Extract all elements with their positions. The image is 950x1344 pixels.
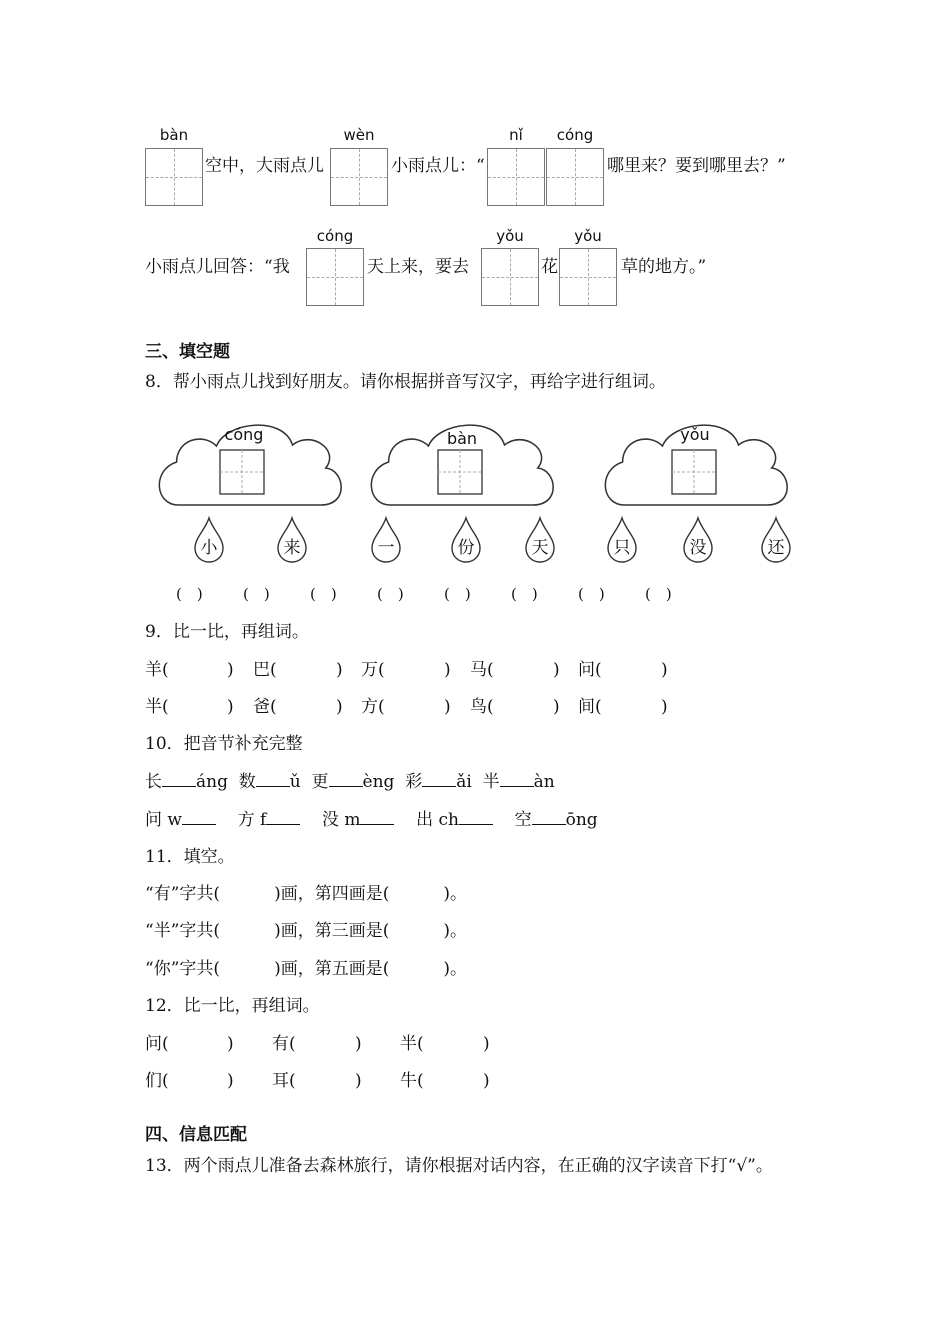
answer-slot-3[interactable]: ( ) bbox=[310, 585, 337, 603]
q12-r1-c1: 问( bbox=[145, 1034, 169, 1054]
line1-text-1: 空中，大雨点儿 bbox=[205, 156, 324, 176]
q10-blank[interactable] bbox=[532, 810, 566, 825]
q10-char: 空 bbox=[514, 810, 532, 830]
tian-grid-cong-2[interactable] bbox=[306, 248, 364, 306]
q10-blank[interactable] bbox=[182, 810, 216, 825]
q9-close: ) bbox=[553, 697, 560, 717]
q12-close: ) bbox=[483, 1034, 490, 1054]
cloud-pinyin-cong: cóng bbox=[224, 425, 264, 444]
cloud-pinyin-you: yǒu bbox=[680, 425, 710, 444]
q12-r2-c1: 们( bbox=[145, 1071, 169, 1091]
line2-text-2: 天上来，要去 bbox=[367, 257, 469, 277]
q10-char: 问 w bbox=[145, 810, 182, 830]
q9-r2-c4: 鸟( bbox=[470, 697, 494, 717]
q13-prompt: 13．两个雨点儿准备去森林旅行，请你根据对话内容，在正确的汉字读音下打“√”。 bbox=[145, 1156, 773, 1176]
q9-close: ) bbox=[227, 697, 234, 717]
q10-blank[interactable] bbox=[459, 810, 493, 825]
pinyin-you-1: yǒu bbox=[496, 227, 524, 245]
line2-text-1: 小雨点儿回答：“我 bbox=[145, 257, 290, 277]
q10-final: àn bbox=[533, 772, 555, 792]
q10-r1 bbox=[145, 770, 555, 794]
cloud-pinyin-ban: bàn bbox=[446, 429, 478, 448]
drop-char-6: 只 bbox=[613, 538, 631, 558]
q10-final: èng bbox=[362, 772, 395, 792]
answer-slot-7[interactable]: ( ) bbox=[578, 585, 605, 603]
pinyin-you-2: yǒu bbox=[574, 227, 602, 245]
q9-r1-c4: 马( bbox=[470, 660, 494, 680]
drop-char-4: 份 bbox=[457, 538, 475, 558]
answer-slot-5[interactable]: ( ) bbox=[444, 585, 471, 603]
q10-char: 半 bbox=[482, 772, 500, 792]
q10-final: ǔ bbox=[289, 772, 301, 792]
q9-r1-c2: 巴( bbox=[253, 660, 277, 680]
drop-char-5: 天 bbox=[531, 538, 549, 558]
q12-r1-c3: 半( bbox=[400, 1034, 424, 1054]
pinyin-wen: wèn bbox=[343, 126, 375, 144]
pinyin-cong: cóng bbox=[556, 126, 594, 144]
q10-blank[interactable] bbox=[256, 772, 290, 787]
answer-slot-6[interactable]: ( ) bbox=[511, 585, 538, 603]
q9-close: ) bbox=[227, 660, 234, 680]
q12-r2-c3: 牛( bbox=[400, 1071, 424, 1091]
q12-close: ) bbox=[355, 1071, 362, 1091]
line1-text-2: 小雨点儿：“ bbox=[391, 156, 485, 176]
q10-char: 没 m bbox=[321, 810, 361, 830]
q10-char: 数 bbox=[238, 772, 256, 792]
q10-final: áng bbox=[196, 772, 228, 792]
q10-prompt: 10．把音节补充完整 bbox=[145, 734, 303, 754]
q10-blank[interactable] bbox=[162, 772, 196, 787]
q11-row-3: “你”字共( )画，第五画是( )。 bbox=[145, 959, 468, 979]
q9-r1-c3: 万( bbox=[361, 660, 385, 680]
q10-blank[interactable] bbox=[500, 772, 534, 787]
tian-grid-ni[interactable] bbox=[487, 148, 545, 206]
section4-title: 四、信息匹配 bbox=[145, 1125, 247, 1145]
q10-final: ǎi bbox=[456, 772, 472, 792]
q9-close: ) bbox=[336, 697, 343, 717]
tian-grid-ban[interactable] bbox=[145, 148, 203, 206]
q10-blank[interactable] bbox=[329, 772, 363, 787]
q9-r1-c5: 问( bbox=[578, 660, 602, 680]
answer-slot-8[interactable]: ( ) bbox=[645, 585, 672, 603]
q9-close: ) bbox=[444, 660, 451, 680]
line1-text-3: 哪里来？要到哪里去？” bbox=[607, 156, 786, 176]
q10-char: 更 bbox=[311, 772, 329, 792]
tian-grid-you-1[interactable] bbox=[481, 248, 539, 306]
q10-char: 长 bbox=[145, 772, 162, 792]
q9-close: ) bbox=[336, 660, 343, 680]
pinyin-ni: nǐ bbox=[509, 126, 523, 144]
q12-close: ) bbox=[355, 1034, 362, 1054]
q9-r2-c1: 半( bbox=[145, 697, 169, 717]
q9-r2-c3: 方( bbox=[361, 697, 385, 717]
q10-char: 出 ch bbox=[416, 810, 459, 830]
q10-blank[interactable] bbox=[422, 772, 456, 787]
q10-final: ōng bbox=[565, 810, 598, 830]
drop-char-2: 来 bbox=[283, 538, 301, 558]
q12-prompt: 12．比一比，再组词。 bbox=[145, 996, 320, 1016]
q10-blank[interactable] bbox=[266, 810, 300, 825]
answer-slot-1[interactable]: ( ) bbox=[176, 585, 203, 603]
drop-char-3: 一 bbox=[377, 538, 395, 558]
line2-text-3: 花 bbox=[541, 257, 558, 277]
q12-close: ) bbox=[227, 1071, 234, 1091]
q12-r1-c2: 有( bbox=[272, 1034, 296, 1054]
q12-close: ) bbox=[227, 1034, 234, 1054]
tian-grid-you-2[interactable] bbox=[559, 248, 617, 306]
q12-close: ) bbox=[483, 1071, 490, 1091]
q10-char: 方 f bbox=[237, 810, 267, 830]
answer-slot-4[interactable]: ( ) bbox=[377, 585, 404, 603]
tian-grid-cong[interactable] bbox=[546, 148, 604, 206]
q9-r2-c2: 爸( bbox=[253, 697, 277, 717]
q9-close: ) bbox=[661, 660, 668, 680]
q10-blank[interactable] bbox=[360, 810, 394, 825]
drop-char-1: 小 bbox=[200, 538, 218, 558]
q11-row-2: “半”字共( )画，第三画是( )。 bbox=[145, 921, 468, 941]
q12-r2-c2: 耳( bbox=[272, 1071, 296, 1091]
q8-prompt: 8．帮小雨点儿找到好朋友。请你根据拼音写汉字，再给字进行组词。 bbox=[145, 372, 666, 392]
line2-text-4: 草的地方。” bbox=[621, 257, 707, 277]
q9-r1-c1: 羊( bbox=[145, 660, 169, 680]
pinyin-ban: bàn bbox=[159, 126, 189, 144]
drop-char-7: 没 bbox=[689, 538, 707, 558]
q9-close: ) bbox=[553, 660, 560, 680]
q11-prompt: 11．填空。 bbox=[145, 847, 235, 867]
tian-grid-wen[interactable] bbox=[330, 148, 388, 206]
drop-char-8: 还 bbox=[767, 538, 785, 558]
q10-char: 彩 bbox=[405, 772, 423, 792]
q11-row-1: “有”字共( )画，第四画是( )。 bbox=[145, 884, 468, 904]
section3-title: 三、填空题 bbox=[145, 342, 230, 362]
answer-slot-2[interactable]: ( ) bbox=[243, 585, 270, 603]
q10-r2 bbox=[145, 808, 598, 832]
pinyin-cong-2: cóng bbox=[316, 227, 354, 245]
q9-close: ) bbox=[444, 697, 451, 717]
q9-r2-c5: 间( bbox=[578, 697, 602, 717]
q9-prompt: 9．比一比，再组词。 bbox=[145, 622, 309, 642]
q9-close: ) bbox=[661, 697, 668, 717]
